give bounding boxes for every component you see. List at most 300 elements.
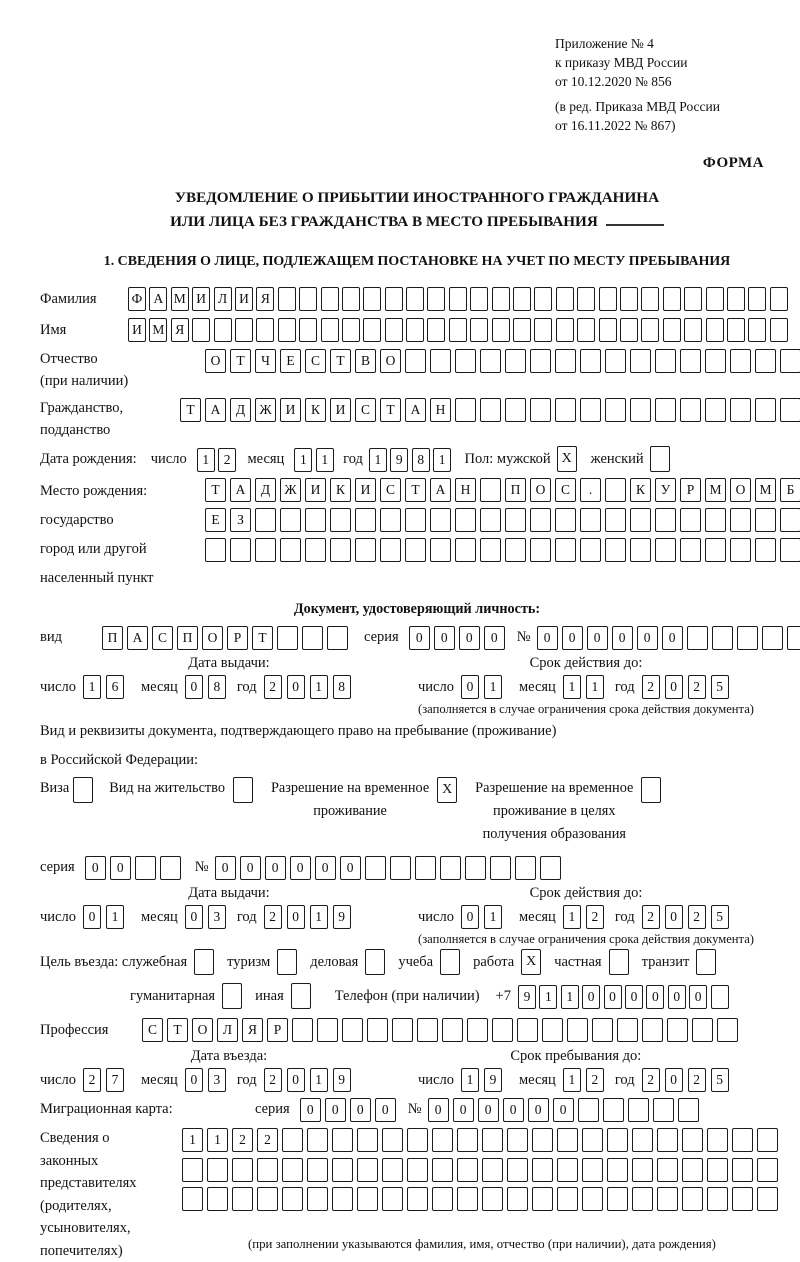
- char-cell[interactable]: С: [355, 398, 376, 422]
- char-cell[interactable]: [542, 1018, 563, 1042]
- char-cell[interactable]: 1: [106, 905, 124, 929]
- char-cell[interactable]: В: [355, 349, 376, 373]
- char-cell[interactable]: Т: [180, 398, 201, 422]
- char-cell[interactable]: [707, 1158, 728, 1182]
- char-cell[interactable]: 0: [340, 856, 361, 880]
- char-cell[interactable]: [567, 1018, 588, 1042]
- char-cell[interactable]: Я: [242, 1018, 263, 1042]
- char-cell[interactable]: П: [505, 478, 526, 502]
- char-cell[interactable]: [557, 1158, 578, 1182]
- char-cell[interactable]: [663, 287, 681, 311]
- char-cell[interactable]: [299, 287, 317, 311]
- char-cell[interactable]: [663, 318, 681, 342]
- char-cell[interactable]: С: [152, 626, 173, 650]
- char-cell[interactable]: 5: [711, 675, 729, 699]
- char-cell[interactable]: 0: [110, 856, 131, 880]
- char-cell[interactable]: О: [530, 478, 551, 502]
- char-cell[interactable]: [457, 1187, 478, 1211]
- char-cell[interactable]: [363, 287, 381, 311]
- char-cell[interactable]: Ф: [128, 287, 146, 311]
- char-cell[interactable]: [430, 538, 451, 562]
- char-cell[interactable]: И: [355, 478, 376, 502]
- sex-male-checkbox[interactable]: X: [557, 446, 577, 472]
- char-cell[interactable]: [705, 508, 726, 532]
- char-cell[interactable]: [442, 1018, 463, 1042]
- char-cell[interactable]: [255, 538, 276, 562]
- char-cell[interactable]: [540, 856, 561, 880]
- char-cell[interactable]: М: [171, 287, 189, 311]
- char-cell[interactable]: 0: [646, 985, 664, 1009]
- char-cell[interactable]: [730, 398, 751, 422]
- char-cell[interactable]: [280, 508, 301, 532]
- char-cell[interactable]: [321, 318, 339, 342]
- char-cell[interactable]: [727, 287, 745, 311]
- char-cell[interactable]: [482, 1128, 503, 1152]
- char-cell[interactable]: [680, 538, 701, 562]
- char-cell[interactable]: [357, 1158, 378, 1182]
- char-cell[interactable]: С: [142, 1018, 163, 1042]
- char-cell[interactable]: [755, 508, 776, 532]
- char-cell[interactable]: [655, 508, 676, 532]
- char-cell[interactable]: [380, 538, 401, 562]
- char-cell[interactable]: М: [705, 478, 726, 502]
- char-cell[interactable]: [507, 1128, 528, 1152]
- char-cell[interactable]: [680, 398, 701, 422]
- char-cell[interactable]: Д: [255, 478, 276, 502]
- char-cell[interactable]: М: [149, 318, 167, 342]
- char-cell[interactable]: Н: [455, 478, 476, 502]
- char-cell[interactable]: Т: [230, 349, 251, 373]
- char-cell[interactable]: [630, 508, 651, 532]
- char-cell[interactable]: [530, 398, 551, 422]
- char-cell[interactable]: К: [330, 478, 351, 502]
- char-cell[interactable]: [707, 1128, 728, 1152]
- char-cell[interactable]: [342, 318, 360, 342]
- char-cell[interactable]: [505, 349, 526, 373]
- char-cell[interactable]: 1: [294, 448, 312, 472]
- char-cell[interactable]: [707, 1187, 728, 1211]
- char-cell[interactable]: Ч: [255, 349, 276, 373]
- char-cell[interactable]: [757, 1158, 778, 1182]
- char-cell[interactable]: [530, 349, 551, 373]
- char-cell[interactable]: [355, 508, 376, 532]
- char-cell[interactable]: [278, 287, 296, 311]
- char-cell[interactable]: 1: [484, 905, 502, 929]
- char-cell[interactable]: [605, 349, 626, 373]
- char-cell[interactable]: [556, 318, 574, 342]
- char-cell[interactable]: [307, 1128, 328, 1152]
- char-cell[interactable]: 0: [300, 1098, 321, 1122]
- char-cell[interactable]: [582, 1128, 603, 1152]
- char-cell[interactable]: 0: [665, 675, 683, 699]
- char-cell[interactable]: [655, 349, 676, 373]
- char-cell[interactable]: 2: [586, 1068, 604, 1092]
- char-cell[interactable]: [507, 1158, 528, 1182]
- char-cell[interactable]: [630, 538, 651, 562]
- char-cell[interactable]: К: [305, 398, 326, 422]
- char-cell[interactable]: [457, 1128, 478, 1152]
- sex-female-checkbox[interactable]: [650, 446, 670, 472]
- char-cell[interactable]: 1: [207, 1128, 228, 1152]
- business-checkbox[interactable]: [365, 949, 385, 975]
- char-cell[interactable]: [449, 287, 467, 311]
- char-cell[interactable]: [307, 1158, 328, 1182]
- char-cell[interactable]: Т: [205, 478, 226, 502]
- char-cell[interactable]: [380, 508, 401, 532]
- char-cell[interactable]: 2: [83, 1068, 101, 1092]
- char-cell[interactable]: Р: [227, 626, 248, 650]
- char-cell[interactable]: П: [177, 626, 198, 650]
- char-cell[interactable]: 0: [528, 1098, 549, 1122]
- char-cell[interactable]: 1: [83, 675, 101, 699]
- char-cell[interactable]: [392, 1018, 413, 1042]
- char-cell[interactable]: [257, 1187, 278, 1211]
- char-cell[interactable]: [630, 349, 651, 373]
- char-cell[interactable]: [455, 538, 476, 562]
- char-cell[interactable]: [632, 1128, 653, 1152]
- char-cell[interactable]: [748, 318, 766, 342]
- char-cell[interactable]: 0: [434, 626, 455, 650]
- char-cell[interactable]: [620, 318, 638, 342]
- char-cell[interactable]: 1: [182, 1128, 203, 1152]
- char-cell[interactable]: 2: [688, 1068, 706, 1092]
- char-cell[interactable]: [382, 1158, 403, 1182]
- char-cell[interactable]: [705, 349, 726, 373]
- char-cell[interactable]: [617, 1018, 638, 1042]
- char-cell[interactable]: Т: [330, 349, 351, 373]
- char-cell[interactable]: З: [230, 508, 251, 532]
- char-cell[interactable]: [532, 1158, 553, 1182]
- char-cell[interactable]: 2: [586, 905, 604, 929]
- char-cell[interactable]: [605, 508, 626, 532]
- char-cell[interactable]: 0: [290, 856, 311, 880]
- char-cell[interactable]: 0: [240, 856, 261, 880]
- char-cell[interactable]: [406, 318, 424, 342]
- char-cell[interactable]: О: [192, 1018, 213, 1042]
- char-cell[interactable]: [532, 1128, 553, 1152]
- char-cell[interactable]: [732, 1158, 753, 1182]
- char-cell[interactable]: [482, 1158, 503, 1182]
- char-cell[interactable]: 0: [537, 626, 558, 650]
- char-cell[interactable]: [449, 318, 467, 342]
- char-cell[interactable]: [415, 856, 436, 880]
- char-cell[interactable]: [405, 349, 426, 373]
- char-cell[interactable]: [605, 398, 626, 422]
- char-cell[interactable]: [330, 538, 351, 562]
- char-cell[interactable]: [382, 1128, 403, 1152]
- char-cell[interactable]: И: [280, 398, 301, 422]
- char-cell[interactable]: Ж: [280, 478, 301, 502]
- char-cell[interactable]: [603, 1098, 624, 1122]
- char-cell[interactable]: 1: [563, 675, 581, 699]
- temp-permit-checkbox[interactable]: X: [437, 777, 457, 803]
- char-cell[interactable]: [305, 538, 326, 562]
- char-cell[interactable]: [632, 1187, 653, 1211]
- char-cell[interactable]: [513, 287, 531, 311]
- char-cell[interactable]: О: [202, 626, 223, 650]
- char-cell[interactable]: [282, 1128, 303, 1152]
- char-cell[interactable]: Д: [230, 398, 251, 422]
- char-cell[interactable]: [182, 1187, 203, 1211]
- char-cell[interactable]: Л: [217, 1018, 238, 1042]
- char-cell[interactable]: [160, 856, 181, 880]
- char-cell[interactable]: Ж: [255, 398, 276, 422]
- char-cell[interactable]: [385, 287, 403, 311]
- char-cell[interactable]: [192, 318, 210, 342]
- char-cell[interactable]: [480, 398, 501, 422]
- char-cell[interactable]: [515, 856, 536, 880]
- residence-permit-checkbox[interactable]: [233, 777, 253, 803]
- char-cell[interactable]: 0: [503, 1098, 524, 1122]
- char-cell[interactable]: [592, 1018, 613, 1042]
- char-cell[interactable]: 0: [637, 626, 658, 650]
- char-cell[interactable]: [755, 349, 776, 373]
- char-cell[interactable]: Т: [405, 478, 426, 502]
- char-cell[interactable]: 2: [688, 905, 706, 929]
- char-cell[interactable]: .: [580, 478, 601, 502]
- char-cell[interactable]: [470, 287, 488, 311]
- char-cell[interactable]: 0: [409, 626, 430, 650]
- char-cell[interactable]: [256, 318, 274, 342]
- char-cell[interactable]: [406, 287, 424, 311]
- char-cell[interactable]: [762, 626, 783, 650]
- char-cell[interactable]: [737, 626, 758, 650]
- char-cell[interactable]: [357, 1187, 378, 1211]
- char-cell[interactable]: 2: [642, 675, 660, 699]
- visa-checkbox[interactable]: [73, 777, 93, 803]
- char-cell[interactable]: 2: [264, 905, 282, 929]
- char-cell[interactable]: [492, 287, 510, 311]
- char-cell[interactable]: [490, 856, 511, 880]
- char-cell[interactable]: 3: [208, 1068, 226, 1092]
- char-cell[interactable]: [332, 1128, 353, 1152]
- char-cell[interactable]: 0: [315, 856, 336, 880]
- char-cell[interactable]: [530, 508, 551, 532]
- char-cell[interactable]: 0: [287, 905, 305, 929]
- char-cell[interactable]: Т: [252, 626, 273, 650]
- char-cell[interactable]: [292, 1018, 313, 1042]
- char-cell[interactable]: 0: [689, 985, 707, 1009]
- char-cell[interactable]: [407, 1158, 428, 1182]
- char-cell[interactable]: 5: [711, 905, 729, 929]
- char-cell[interactable]: 6: [106, 675, 124, 699]
- char-cell[interactable]: [342, 1018, 363, 1042]
- char-cell[interactable]: [430, 349, 451, 373]
- char-cell[interactable]: [705, 538, 726, 562]
- char-cell[interactable]: 1: [484, 675, 502, 699]
- char-cell[interactable]: [717, 1018, 738, 1042]
- char-cell[interactable]: [332, 1158, 353, 1182]
- char-cell[interactable]: [628, 1098, 649, 1122]
- char-cell[interactable]: [730, 538, 751, 562]
- char-cell[interactable]: 2: [642, 905, 660, 929]
- char-cell[interactable]: [755, 538, 776, 562]
- char-cell[interactable]: [257, 1158, 278, 1182]
- char-cell[interactable]: 0: [185, 675, 203, 699]
- char-cell[interactable]: [770, 287, 788, 311]
- temp-permit-edu-checkbox[interactable]: [641, 777, 661, 803]
- char-cell[interactable]: [732, 1128, 753, 1152]
- char-cell[interactable]: [655, 398, 676, 422]
- char-cell[interactable]: [730, 508, 751, 532]
- char-cell[interactable]: 1: [433, 448, 451, 472]
- char-cell[interactable]: 0: [562, 626, 583, 650]
- char-cell[interactable]: О: [730, 478, 751, 502]
- char-cell[interactable]: [230, 538, 251, 562]
- char-cell[interactable]: [207, 1158, 228, 1182]
- char-cell[interactable]: А: [405, 398, 426, 422]
- char-cell[interactable]: [470, 318, 488, 342]
- char-cell[interactable]: 0: [668, 985, 686, 1009]
- char-cell[interactable]: О: [205, 349, 226, 373]
- char-cell[interactable]: [706, 287, 724, 311]
- char-cell[interactable]: [455, 508, 476, 532]
- char-cell[interactable]: [630, 398, 651, 422]
- char-cell[interactable]: И: [305, 478, 326, 502]
- char-cell[interactable]: [317, 1018, 338, 1042]
- char-cell[interactable]: [302, 626, 323, 650]
- char-cell[interactable]: 3: [208, 905, 226, 929]
- char-cell[interactable]: [467, 1018, 488, 1042]
- char-cell[interactable]: 0: [665, 1068, 683, 1092]
- char-cell[interactable]: А: [230, 478, 251, 502]
- char-cell[interactable]: 7: [106, 1068, 124, 1092]
- char-cell[interactable]: 0: [612, 626, 633, 650]
- char-cell[interactable]: 0: [665, 905, 683, 929]
- char-cell[interactable]: 9: [518, 985, 536, 1009]
- char-cell[interactable]: [607, 1187, 628, 1211]
- char-cell[interactable]: [557, 1128, 578, 1152]
- char-cell[interactable]: [757, 1187, 778, 1211]
- char-cell[interactable]: 0: [287, 675, 305, 699]
- char-cell[interactable]: А: [430, 478, 451, 502]
- char-cell[interactable]: Н: [430, 398, 451, 422]
- char-cell[interactable]: [405, 508, 426, 532]
- char-cell[interactable]: 1: [586, 675, 604, 699]
- char-cell[interactable]: [680, 508, 701, 532]
- char-cell[interactable]: [534, 287, 552, 311]
- char-cell[interactable]: [580, 538, 601, 562]
- char-cell[interactable]: [355, 538, 376, 562]
- char-cell[interactable]: [207, 1187, 228, 1211]
- char-cell[interactable]: А: [149, 287, 167, 311]
- char-cell[interactable]: [599, 287, 617, 311]
- char-cell[interactable]: [780, 508, 800, 532]
- work-checkbox[interactable]: X: [521, 949, 541, 975]
- char-cell[interactable]: [607, 1158, 628, 1182]
- char-cell[interactable]: [505, 398, 526, 422]
- char-cell[interactable]: 1: [539, 985, 557, 1009]
- study-checkbox[interactable]: [440, 949, 460, 975]
- char-cell[interactable]: 1: [310, 675, 328, 699]
- char-cell[interactable]: 1: [310, 1068, 328, 1092]
- char-cell[interactable]: 0: [461, 675, 479, 699]
- char-cell[interactable]: Б: [780, 478, 800, 502]
- char-cell[interactable]: [684, 287, 702, 311]
- char-cell[interactable]: [235, 318, 253, 342]
- char-cell[interactable]: [682, 1187, 703, 1211]
- char-cell[interactable]: С: [305, 349, 326, 373]
- char-cell[interactable]: И: [192, 287, 210, 311]
- char-cell[interactable]: [255, 508, 276, 532]
- char-cell[interactable]: 0: [375, 1098, 396, 1122]
- char-cell[interactable]: [505, 538, 526, 562]
- char-cell[interactable]: 2: [264, 675, 282, 699]
- char-cell[interactable]: 0: [85, 856, 106, 880]
- char-cell[interactable]: [232, 1158, 253, 1182]
- char-cell[interactable]: [680, 349, 701, 373]
- char-cell[interactable]: С: [555, 478, 576, 502]
- char-cell[interactable]: 8: [208, 675, 226, 699]
- char-cell[interactable]: [407, 1187, 428, 1211]
- char-cell[interactable]: 1: [561, 985, 579, 1009]
- char-cell[interactable]: [582, 1158, 603, 1182]
- char-cell[interactable]: К: [630, 478, 651, 502]
- char-cell[interactable]: С: [380, 478, 401, 502]
- char-cell[interactable]: [532, 1187, 553, 1211]
- char-cell[interactable]: 0: [453, 1098, 474, 1122]
- char-cell[interactable]: 0: [553, 1098, 574, 1122]
- char-cell[interactable]: 0: [265, 856, 286, 880]
- char-cell[interactable]: [307, 1187, 328, 1211]
- char-cell[interactable]: [687, 626, 708, 650]
- char-cell[interactable]: [599, 318, 617, 342]
- char-cell[interactable]: А: [127, 626, 148, 650]
- char-cell[interactable]: [770, 318, 788, 342]
- char-cell[interactable]: [578, 1098, 599, 1122]
- char-cell[interactable]: 9: [333, 905, 351, 929]
- char-cell[interactable]: И: [128, 318, 146, 342]
- char-cell[interactable]: [427, 287, 445, 311]
- char-cell[interactable]: [580, 398, 601, 422]
- char-cell[interactable]: [580, 508, 601, 532]
- char-cell[interactable]: [605, 538, 626, 562]
- char-cell[interactable]: [430, 508, 451, 532]
- char-cell[interactable]: [330, 508, 351, 532]
- char-cell[interactable]: 1: [563, 1068, 581, 1092]
- char-cell[interactable]: 0: [662, 626, 683, 650]
- char-cell[interactable]: [321, 287, 339, 311]
- char-cell[interactable]: 2: [218, 448, 236, 472]
- char-cell[interactable]: [505, 508, 526, 532]
- char-cell[interactable]: [455, 398, 476, 422]
- char-cell[interactable]: [657, 1187, 678, 1211]
- char-cell[interactable]: [605, 478, 626, 502]
- char-cell[interactable]: [711, 985, 729, 1009]
- char-cell[interactable]: [732, 1187, 753, 1211]
- char-cell[interactable]: [432, 1158, 453, 1182]
- char-cell[interactable]: [557, 1187, 578, 1211]
- char-cell[interactable]: [632, 1158, 653, 1182]
- char-cell[interactable]: 0: [325, 1098, 346, 1122]
- char-cell[interactable]: [457, 1158, 478, 1182]
- char-cell[interactable]: [455, 349, 476, 373]
- char-cell[interactable]: [327, 626, 348, 650]
- char-cell[interactable]: [480, 349, 501, 373]
- char-cell[interactable]: [182, 1158, 203, 1182]
- char-cell[interactable]: 0: [484, 626, 505, 650]
- char-cell[interactable]: [555, 538, 576, 562]
- char-cell[interactable]: [427, 318, 445, 342]
- char-cell[interactable]: [282, 1187, 303, 1211]
- char-cell[interactable]: [305, 508, 326, 532]
- char-cell[interactable]: М: [755, 478, 776, 502]
- char-cell[interactable]: А: [205, 398, 226, 422]
- char-cell[interactable]: [480, 478, 501, 502]
- char-cell[interactable]: [712, 626, 733, 650]
- char-cell[interactable]: [277, 626, 298, 650]
- char-cell[interactable]: [727, 318, 745, 342]
